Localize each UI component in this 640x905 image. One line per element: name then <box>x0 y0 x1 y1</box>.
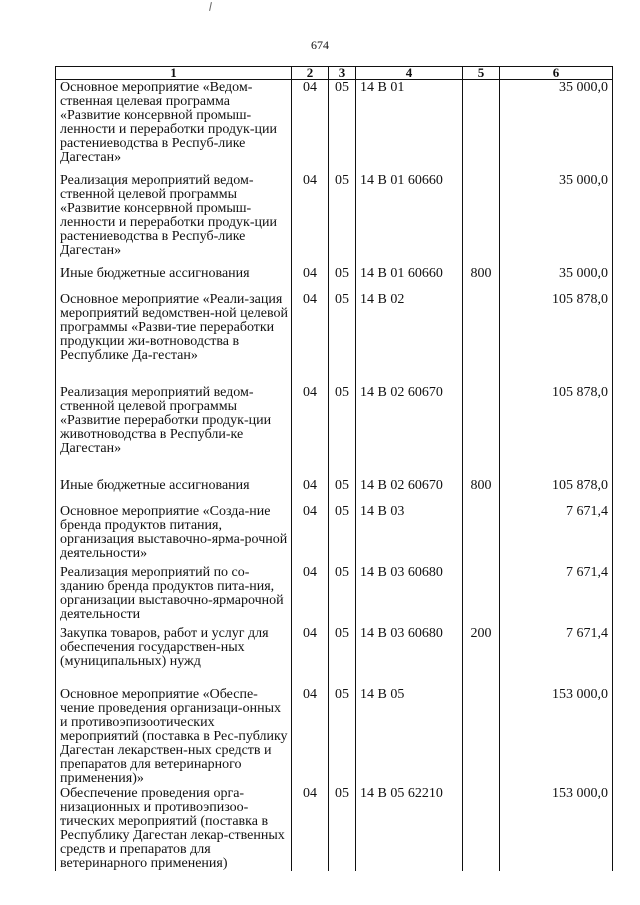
row-expense-type <box>463 786 500 871</box>
row-section: 04 <box>292 266 329 292</box>
row-section: 04 <box>292 786 329 871</box>
row-name: Основное мероприятие «Обеспе-чение проведения организаци-онных и противоэпизоотических мероприятий (поставка в Рес-публику Дагестан лекарствен-ных средств и препаратов для ветеринарного применения)» <box>56 687 292 786</box>
row-name: Иные бюджетные ассигнования <box>56 478 292 504</box>
row-name: Реализация мероприятий по со-зданию бренда продуктов пита-ния, организации выставочно-ярмарочной деятельности <box>56 565 292 626</box>
table-row <box>56 786 613 871</box>
row-section: 04 <box>292 626 329 687</box>
row-section: 04 <box>292 292 329 385</box>
row-section: 04 <box>292 565 329 626</box>
row-subsection: 05 <box>329 687 356 786</box>
row-section: 04 <box>292 478 329 504</box>
row-subsection: 05 <box>329 478 356 504</box>
row-amount: 105 878,0 <box>500 385 613 478</box>
row-expense-type <box>463 687 500 786</box>
row-amount: 105 878,0 <box>500 292 613 385</box>
row-name: Иные бюджетные ассигнования <box>56 266 292 292</box>
row-amount: 7 671,4 <box>500 504 613 565</box>
row-expense-type <box>463 565 500 626</box>
row-amount: 7 671,4 <box>500 626 613 687</box>
row-target-article: 14 В 03 60680 <box>356 565 463 626</box>
row-amount: 105 878,0 <box>500 478 613 504</box>
row-target-article: 14 В 05 <box>356 687 463 786</box>
row-amount: 7 671,4 <box>500 565 613 626</box>
row-expense-type: 200 <box>463 626 500 687</box>
row-target-article: 14 В 01 60660 <box>356 173 463 266</box>
row-target-article: 14 В 02 60670 <box>356 385 463 478</box>
row-target-article: 14 В 02 60670 <box>356 478 463 504</box>
row-amount: 35 000,0 <box>500 80 613 174</box>
header-col-1: 1 <box>56 67 292 80</box>
table-row <box>56 80 613 174</box>
row-target-article: 14 В 03 <box>356 504 463 565</box>
row-expense-type: 800 <box>463 478 500 504</box>
row-subsection: 05 <box>329 292 356 385</box>
row-subsection: 05 <box>329 80 356 174</box>
row-expense-type <box>463 173 500 266</box>
row-target-article: 14 В 01 60660 <box>356 266 463 292</box>
row-section: 04 <box>292 687 329 786</box>
row-target-article: 14 В 05 62210 <box>356 786 463 871</box>
table-row <box>56 292 613 385</box>
row-subsection: 05 <box>329 173 356 266</box>
row-target-article: 14 В 02 <box>356 292 463 385</box>
row-name: Реализация мероприятий ведом-ственной целевой программы «Развитие переработки продук-ции животноводства в Республи-ке Дагестан» <box>56 385 292 478</box>
table-row <box>56 266 613 292</box>
table-row <box>56 173 613 266</box>
row-expense-type <box>463 385 500 478</box>
row-name: Основное мероприятие «Реали-зация мероприятий ведомствен-ной целевой программы «Разви-тие переработки продукции жи-вотноводства в Республике Да-гестан» <box>56 292 292 385</box>
row-subsection: 05 <box>329 385 356 478</box>
row-expense-type: 800 <box>463 266 500 292</box>
header-col-5: 5 <box>463 67 500 80</box>
table-row <box>56 626 613 687</box>
row-target-article: 14 В 01 <box>356 80 463 174</box>
header-row <box>56 67 613 80</box>
row-amount: 35 000,0 <box>500 173 613 266</box>
row-subsection: 05 <box>329 626 356 687</box>
table-row <box>56 504 613 565</box>
row-name: Обеспечение проведения орга-низационных и противоэпизоо-тических мероприятий (поставка в Республику Дагестан лекар-ственных средств и препаратов для ветеринарного применения) <box>56 786 292 871</box>
table-row <box>56 385 613 478</box>
table-row <box>56 565 613 626</box>
row-section: 04 <box>292 173 329 266</box>
row-target-article: 14 В 03 60680 <box>356 626 463 687</box>
header-col-3: 3 <box>329 67 356 80</box>
row-expense-type <box>463 80 500 174</box>
row-name: Закупка товаров, работ и услуг для обеспечения государствен-ных (муниципальных) нужд <box>56 626 292 687</box>
row-expense-type <box>463 504 500 565</box>
table-row <box>56 687 613 786</box>
header-col-6: 6 <box>500 67 613 80</box>
row-name: Основное мероприятие «Ведом-ственная целевая программа «Развитие консервной промыш-ленности и переработки продук-ции растениеводства в Респуб-лике Дагестан» <box>56 80 292 174</box>
row-subsection: 05 <box>329 565 356 626</box>
row-subsection: 05 <box>329 786 356 871</box>
row-amount: 153 000,0 <box>500 687 613 786</box>
row-amount: 35 000,0 <box>500 266 613 292</box>
row-name: Реализация мероприятий ведом-ственной целевой программы «Развитие консервной промыш-ленности и переработки продук-ции растениеводства в Респуб-лике Дагестан» <box>56 173 292 266</box>
row-section: 04 <box>292 80 329 174</box>
header-col-2: 2 <box>292 67 329 80</box>
row-section: 04 <box>292 504 329 565</box>
scan-mark <box>209 2 212 11</box>
row-name: Основное мероприятие «Созда-ние бренда продуктов питания, организация выставочно-ярма-рочной деятельности» <box>56 504 292 565</box>
row-amount: 153 000,0 <box>500 786 613 871</box>
page-number: 674 <box>311 38 329 52</box>
row-subsection: 05 <box>329 504 356 565</box>
budget-table <box>55 66 613 871</box>
row-section: 04 <box>292 385 329 478</box>
table-row <box>56 478 613 504</box>
row-subsection: 05 <box>329 266 356 292</box>
header-col-4: 4 <box>356 67 463 80</box>
row-expense-type <box>463 292 500 385</box>
